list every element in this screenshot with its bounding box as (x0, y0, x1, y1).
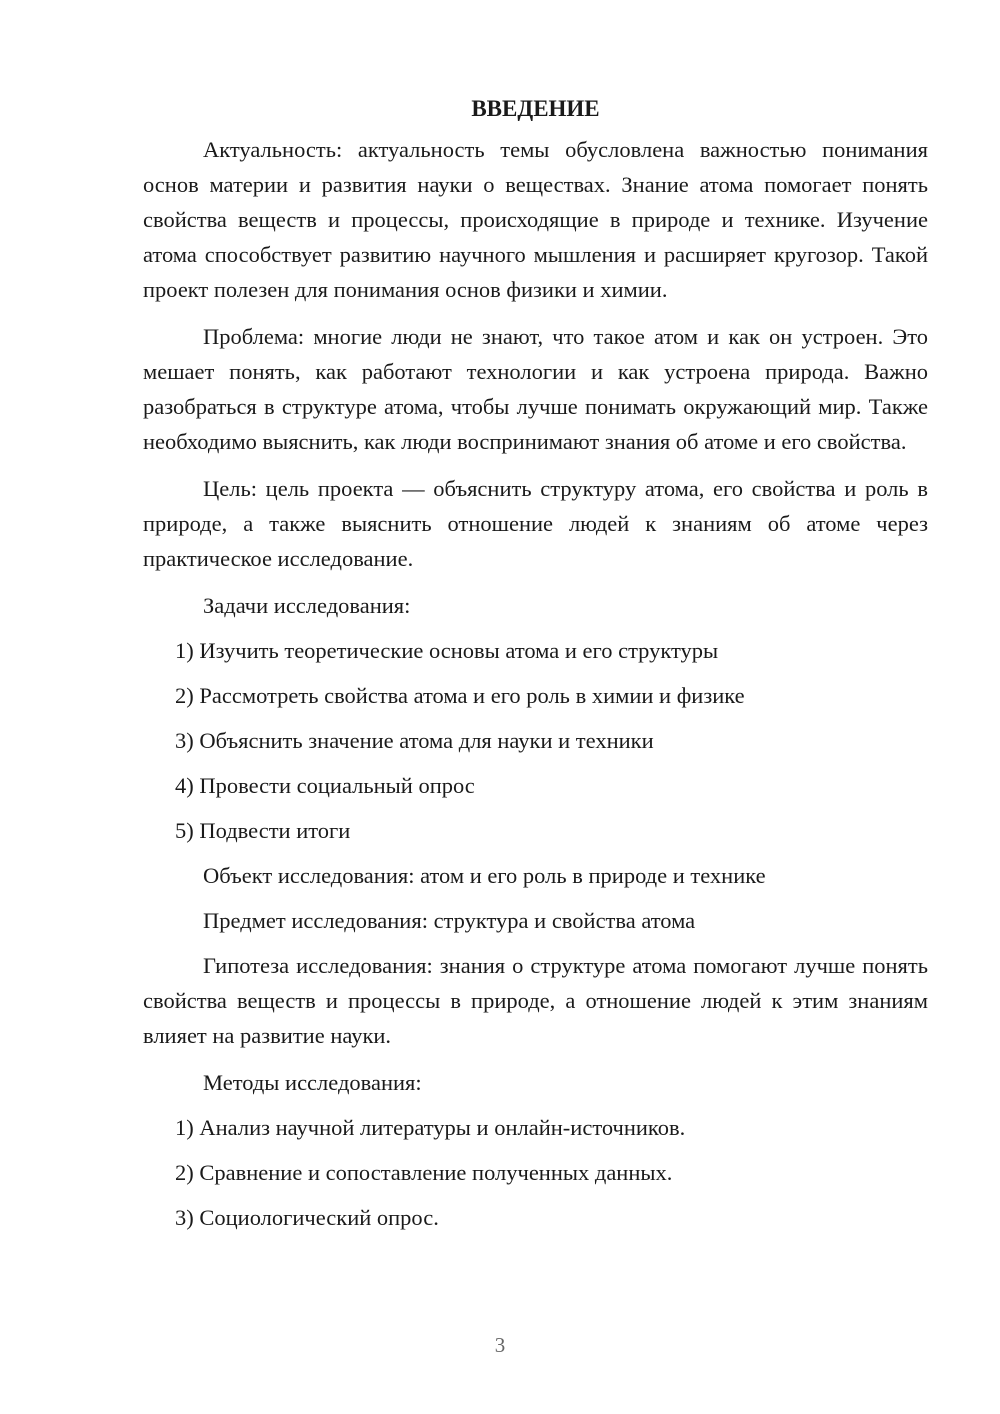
task-item: 5) Подвести итоги (175, 818, 351, 843)
page-title: ВВЕДЕНИЕ (471, 96, 600, 121)
document-page (143, 92, 928, 1245)
method-item: 3) Социологический опрос. (175, 1205, 439, 1230)
object-line: Объект исследования: атом и его роль в природе и технике (203, 863, 766, 888)
task-item: 4) Провести социальный опрос (175, 773, 475, 798)
subject-line: Предмет исследования: структура и свойства атома (203, 908, 696, 933)
method-item: 2) Сравнение и сопоставление полученных данных. (175, 1160, 673, 1185)
page-number: 3 (494, 1333, 506, 1357)
goal-paragraph: Цель: цель проекта — объяснить структуру атома, его свойства и роль в природе, а также выяснить отношение людей к знаниям об атоме через практическое исследование. (143, 476, 928, 571)
relevance-paragraph: Актуальность: актуальность темы обусловлена важностью понимания основ материи и развития науки о веществах. Знание атома помогает понять свойства веществ и процессы, происходящие в природе и технике. Изучение атома способствует развитию научного мышления и расширяет кругозор. Такой проект полезен для понимания основ физики и химии. (143, 137, 928, 302)
task-item: 3) Объяснить значение атома для науки и техники (175, 728, 654, 753)
problem-paragraph: Проблема: многие люди не знают, что такое атом и как он устроен. Это мешает понять, как работают технологии и как устроена природа. Важно разобраться в структуре атома, чтобы лучше понимать окружающий мир. Также необходимо выяснить, как люди воспринимают знания об атоме и его свойства. (143, 324, 928, 454)
tasks-heading: Задачи исследования: (203, 593, 411, 618)
task-item: 1) Изучить теоретические основы атома и его структуры (175, 638, 719, 663)
methods-heading: Методы исследования: (203, 1070, 422, 1095)
method-item: 1) Анализ научной литературы и онлайн-источников. (175, 1115, 686, 1140)
task-item: 2) Рассмотреть свойства атома и его роль в химии и физике (175, 683, 745, 708)
hypothesis-paragraph: Гипотеза исследования: знания о структуре атома помогают лучше понять свойства веществ и процессы в природе, а отношение людей к этим знаниям влияет на развитие науки. (143, 953, 928, 1048)
